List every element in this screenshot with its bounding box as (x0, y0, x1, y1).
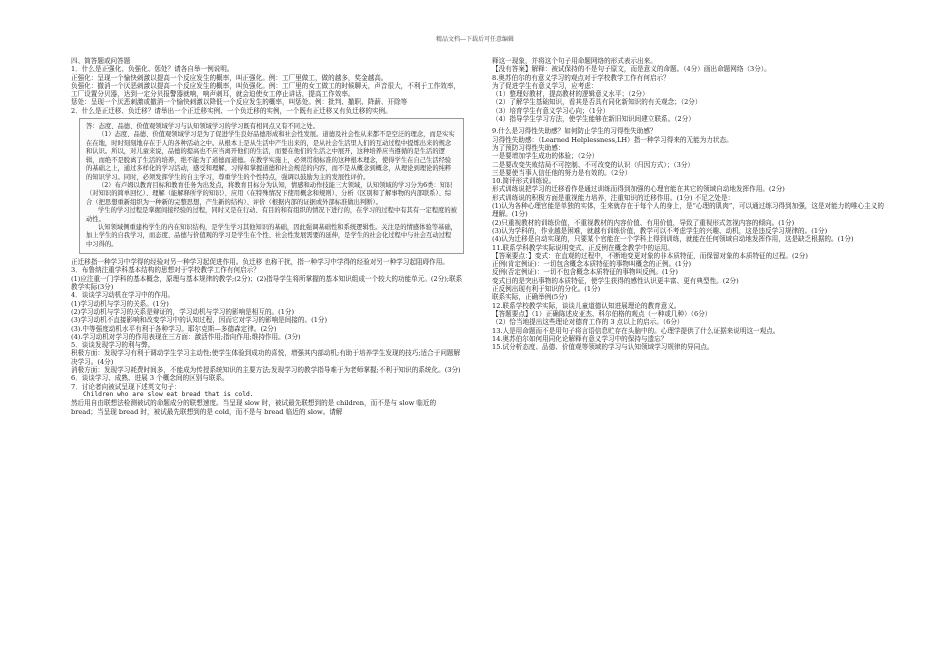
right-line: 形式训练说把学习的迁移看作是通过训练而得到加强的心理官能在其它的领域自动地发挥作用。(2分) (492, 185, 785, 194)
question-5: 5．谈谈发现学习的利与弊。 (71, 341, 155, 350)
right-line: （4）指导学生学习方法，使学生能够在新旧知识间建立联系。（2分） (492, 115, 695, 124)
right-line: （1）整理好教材，提高教材的逻辑意义水平；（2分） (492, 90, 649, 99)
right-line: 习得性失助感：（Learned Helplessness,LH）指一种学习得来的无能为力状态。 (492, 135, 733, 144)
quote-paragraph-1: （1）态度、品德、价值观领域学习是为了促进学生良好品德形成和社会性发展。道德及社会性从来都不是空泛的理念，而是实实在在地，时时刻刻地存在于人的各种活动之中。从根本上是从生活中产生出来的，是从社会生活里人们的互动过程中提炼出来的规念和认识。所以，对儿童来说，品德的提高也不应当离开他们的生活，而要在他们的生活之中展开，这种培养应当遵循的是生活的逻辑，而绝不是脱离了生活的培养，绝不能为了道德而道德。在教学实施上，必须贯彻标准的这种根本理念，使得学生在自己生活经验的基础之上，通过多样化的学习活动，感受和理解、习得和掌握道德和社会规范的内容，而不是从概念到概念，从理论到理论的纯粹的知识学习。同时，必须发挥学生的自主学习，尊重学生的个性特点，强调以鼓励为主的发展性评价。 (86, 131, 455, 181)
answer-4-line: (3)学习动机不直接影响和改变学习中的认知过程，因而它对学习的影响是间接的。(1分) (71, 316, 328, 325)
right-line: (2)只重视教材的训练价值，不重视教材的内容价值、有用价值，导致了重视形式忽视内容的倾向。(1分) (492, 218, 795, 227)
embedded-answer-box (79, 118, 464, 254)
question-7: 7．讨论者向被试呈现下述英文句子： (71, 382, 181, 391)
question-15: 15.试分析态度、品德、价值观等领域的学习与认知领域学习规律的异同点。 (492, 343, 714, 352)
right-line: 一是要增加学生成功的体验；（2分） (492, 152, 599, 161)
right-line: （2）了解学生基础知识，看其是否具有同化新知识的有关观念；（2分） (492, 98, 702, 107)
quote-paragraph-3: 学生的学习过程是掌握间接经验的过程，同时又是在行动、有目的和有组织的情况下进行的，在学习的过程中有其有一定程度的被动性。 (86, 207, 457, 223)
right-line: （2）恰当地提出这些理论对德育工作的 3 点以上的启示。（6分） (492, 318, 684, 327)
right-line: 三是要使当事人信任他的努力是有效的。（2分） (492, 168, 632, 177)
right-line: 为了预防习得性失助感： (492, 143, 565, 152)
right-line: 反例(否定例证)：一切不包含概念本质特征的事物叫反例。(1分) (492, 268, 678, 277)
question-8: 8.奥苏伯尔的有意义学习的观点对于学校教学工作有何启示？ (492, 73, 670, 82)
quote-paragraph-4: 认知领域侧重建构学生的内在知识结构，是学生学习其他知识的基础，因此强调基础性和系统逻辑性。关注是的情感体验等基础，加上学生的自我学习，而态度、品德与价值观的学习是学生在个性、社会性发展需要的延伸，是学生的社会化过程中与社会互动过程中习得的。 (86, 223, 457, 248)
transfer-definition: 正迁移指一种学习中学得的经验对另一种学习起促进作用。负迁移 也称干扰，指一种学习中学得的经验对另一种学习起阻碍作用。 (71, 258, 449, 267)
question-11: 11.联系学科教学实际说明变式、正反例在概念教学中的运用。 (492, 243, 674, 252)
right-line: 正例(肯定例证)：一切包含概念本质特征的事物叫概念的正例。(1分) (492, 260, 692, 269)
right-line: (4)认为迁移是自动实现的，只要某个官能在一个学科上得到训练，就能在任何领域自动地发挥作用，这是缺乏根据的。(1分) (492, 235, 854, 244)
question-4: 4．谈谈学习动机在学习中的作用。 (71, 291, 175, 300)
question-13: 13.人是用命题而不是用句子将言语信息贮存在头脑中的。心理学提供了什么证据来说明这一观点。 (492, 326, 780, 335)
right-line: 释这一现象，并将这个句子用命题网络的形式表示出来。 (492, 57, 657, 65)
right-column (492, 57, 885, 351)
left-column (71, 57, 464, 416)
right-line: 【答题要点】（1）正确陈述皮亚杰、科尔伯格的观点（一种或几种）（6分） (492, 309, 712, 318)
question-2: 2．什么是正迁移、负迁移？请举出一个正迁移实例、一个负迁移的实例，一个既有正迁移又有负迁移的实例。 (71, 106, 392, 115)
right-line: (1)认为各种心理官能是单独的实体，生来就存在于每个人的身上，是“心理的肌肉”，可以通过练习得到加强，这是对能力的唯心主义的理解。(1分) (492, 202, 884, 219)
quote-paragraph-2: （2）布卢姆以教育目标和教育任务为出发点，将教育目标分为认知，情感和动作技能三大领域，认知领域的学习分为6类：知识（对知识的简单回忆）、理解（能解释所学的知识）、应用（在特殊情况下使用概念和规则）、分析（区别和了解事物的内部联系）、综合（把思想重新组织为一种新的完整思想，产生新的结构）、评价（根据内部的证据或外部标准做出判断）。 (86, 181, 453, 206)
question-1: 1．什么是正强化、负强化、惩处？请各自举一例说明。 (71, 65, 234, 74)
right-line: 【答案要点：】变式：在直观的过程中，不断地变更对象的非本质特征，而保留对象的本质特征的过程。(2分) (492, 251, 808, 260)
answer-4-line: (4).学习动机对学习的作用表现在三方面：激活作用;指向作用;维持作用。(3分) (71, 332, 301, 341)
answer-negative-reinforcement: 负强化：撤消一个厌恶刺激以提高一个反应发生的概率，叫负强化。例：工厂里的女工做工的时候聊天，声音很大，不利于工作效率，工厂设置分贝器，达到一定分贝报警器就响，响声刺耳，就会迫使女工停止讲话，提高工作效率。 (71, 81, 461, 99)
question-14: 14.奥苏伯尔如何用同化论解释有意义学习中的保持与遗忘？ (492, 334, 668, 343)
page-header: 精品文档---下载后可任意编辑 (435, 36, 515, 43)
question-6: 6．谈谈学习、成熟、进展 3 个概念间的区别与联系。 (71, 374, 229, 383)
right-line: 形式训练说的积极方面是重视能力培养，注重知识的迁移作用。(1分) 不足之处是： (492, 193, 735, 202)
answer-3: (1)应注重一门学科的基本概念，原理与基本规律的教学;(2分)；(2)指导学生将所掌握的基本知识组成一个较大的功能单元。(2分);联系教学实际(3分) (71, 274, 463, 292)
answer-4-line: (3).中等强度动机水平有利于各种学习。耶尔克斯—多德森定律。(2分) (71, 324, 277, 333)
answer-positive-reinforcement: 正强化：呈现一个愉快刺激以提高一个反应发生的概率，叫正强化。例：工厂里做工，做的越多，奖金越高。 (71, 73, 388, 82)
right-line: 为了促进学生有意义学习，应考虑： (492, 81, 598, 90)
question-12: 12.联系学校教学实际，谈谈儿童道德认知进展理论的教育意义。 (492, 301, 681, 310)
right-line: 【没有答案】解释：被试保持的不是句子原文，而是意义的命题。（4分）画出命题网络（3分）。 (492, 65, 771, 74)
question-9: 9.什么是习得性失助感？如何防止学生的习得性失助感？ (492, 127, 657, 136)
answer-4-line: (1)学习动机与学习的关系。(1分) (71, 299, 169, 308)
right-line: 联系实际，正确举例(5分) (492, 293, 568, 302)
answer-5-positive: 积极方面：发现学习有利于调动学生学习主动性;使学生体验到成功的喜悦，增强其内部动机;有助于培养学生发现的技巧;适合于问题解决学习。(4分) (71, 349, 461, 366)
answer-punishment: 惩处：呈现一个厌恶刺激或撤消一个愉快刺激以降低一个反应发生的概率，叫惩处。例：批判、撤职、降薪、开除等 (71, 98, 408, 107)
right-line: 变式目的是突出事物的本质特征，使学生获得的感性认识更丰富、更有典型性。(2分) (492, 276, 739, 285)
quote-intro: 答：态度、品德、价值观领域学习与认知领域学习的学习既有相同点又有不同之处。 (86, 123, 319, 131)
right-line: (3)认为学科的，作业越是困难，就越有训练价值，教学可以不考虑学生的兴趣、动机，这是违反学习规律的。(1分) (492, 226, 828, 235)
right-line: 二是要改变失败结局不可控制、不可改变的认识（归因方式）；（3分） (492, 160, 694, 169)
english-sentence: Children who are slow eat bread that is cold. (83, 390, 254, 398)
question-10: 10.简评形式训练说。 (492, 177, 556, 186)
answer-4-line: (2)学习动机与学习的关系是辩证的，学习动机与学习的影响是相互的。(1分) (71, 307, 295, 316)
answer-5-negative: 消极方面：发现学习耗费时间多，不能成为传授系统知识的主要方法;发现学习的教学指导难于为老师掌握;不利于知识的系统化。(3分) (71, 366, 461, 375)
right-line: （3）培育学生有意义学习心向；（1分） (492, 106, 610, 115)
question-7-continued: 然后用自由联想法检测被试的命题成分的联想速度。当呈现 slow 时，被试最先联想到的是 children，而不是与 slow 临近的 bread；当呈现 bread 时，被试最先联想到的是 cold，而不是与 bread 临近的 slow。请解 (71, 399, 437, 416)
right-line: 正反例出现有利于知识的分化。(1分) (492, 285, 601, 294)
section-heading: 四、简答题或问答题 (71, 57, 131, 65)
question-3: 3．布鲁纳注重学科基本结构的思想对于学校教学工作有何启示？ (71, 266, 260, 275)
